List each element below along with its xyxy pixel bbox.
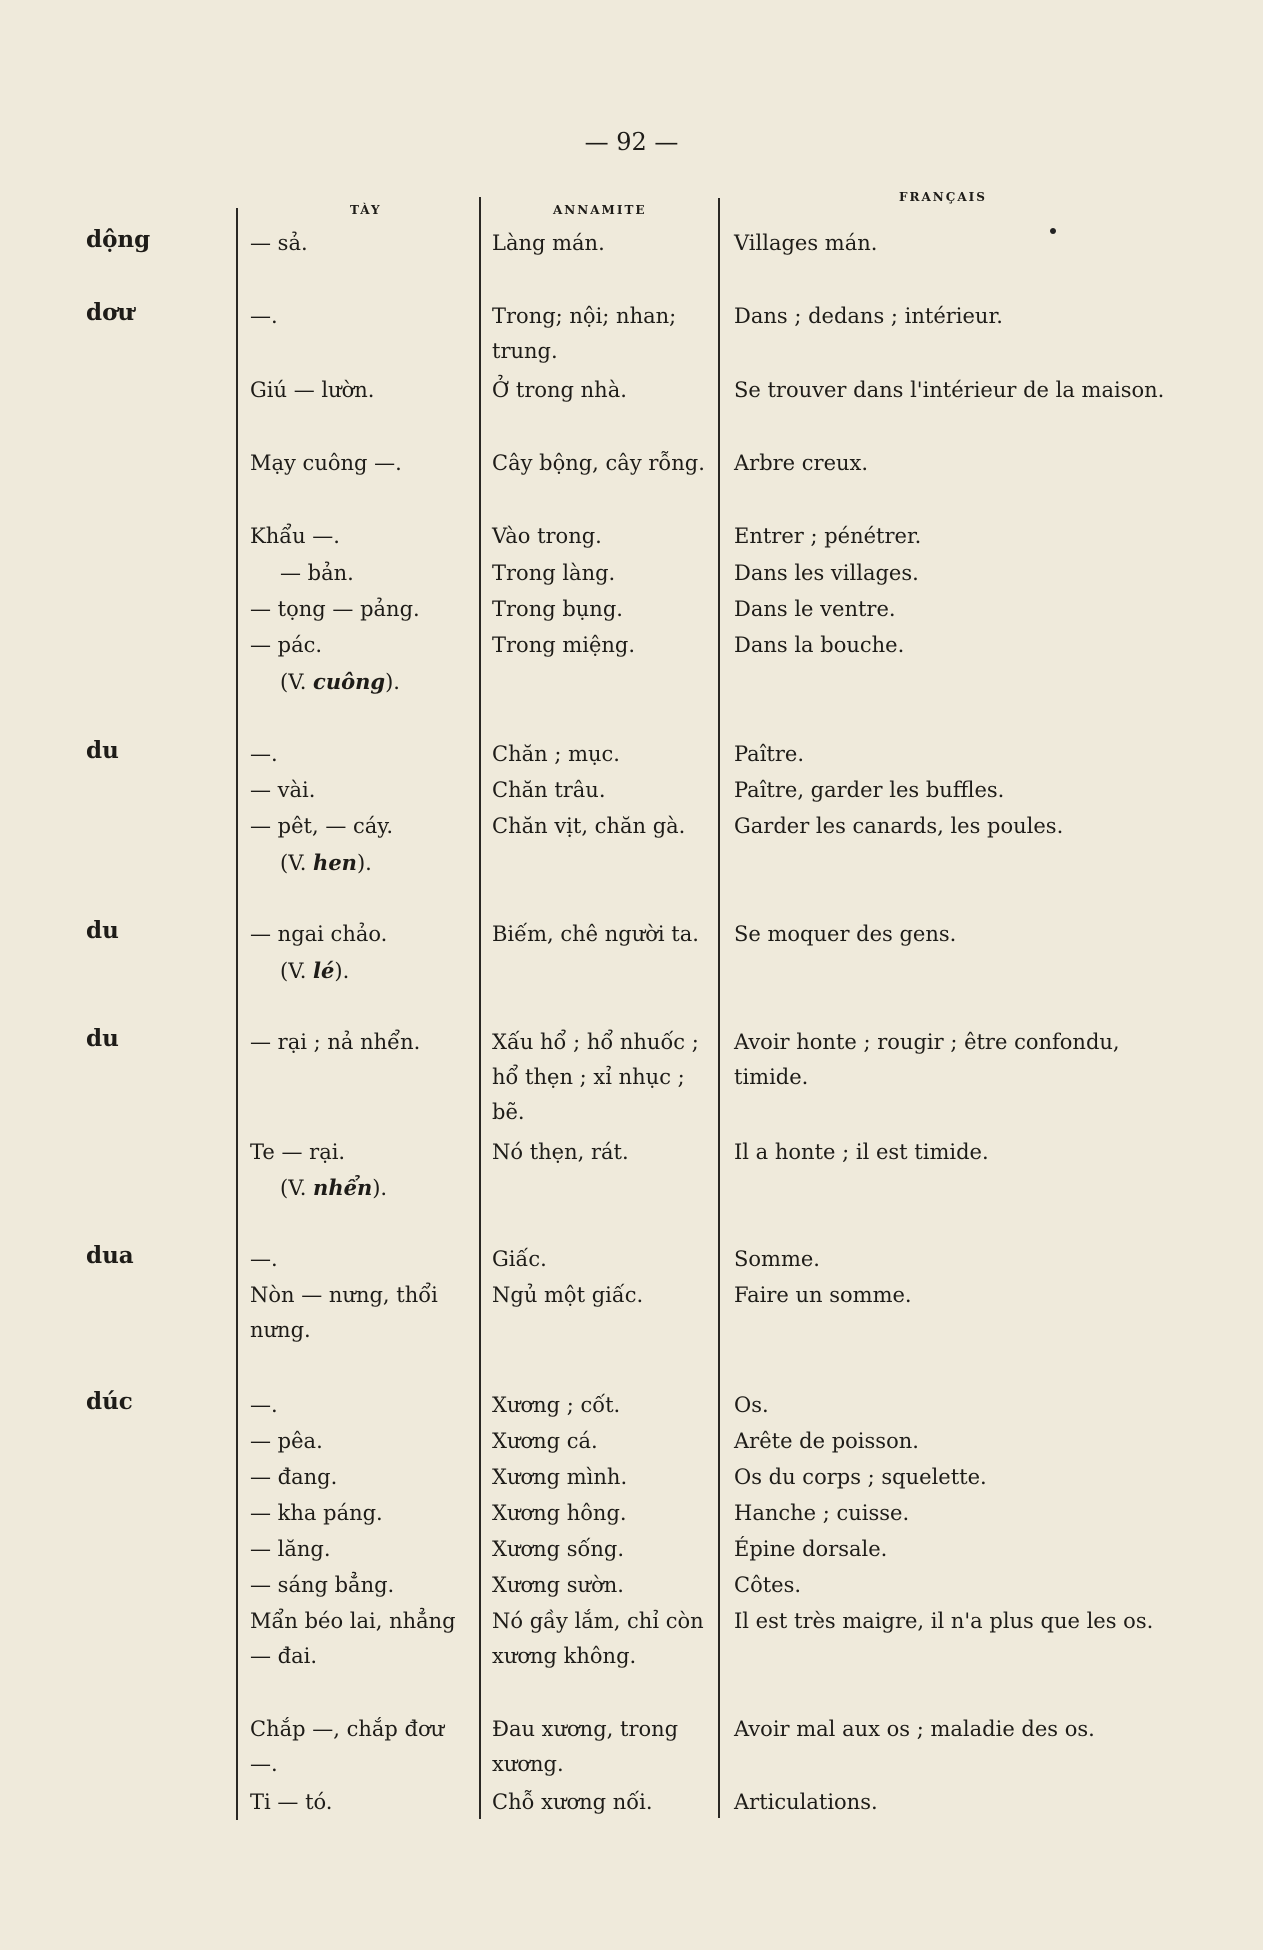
headword: dúc (86, 1388, 133, 1415)
francais-text: Villages mán. (734, 231, 878, 255)
francais-text: Hanche ; cuisse. (734, 1501, 910, 1525)
annamite-text: Xương cá. (492, 1429, 598, 1453)
tay-text: — vài. (250, 778, 316, 802)
see-also-word: hen (313, 850, 357, 875)
tay-text: — pêt, — cáy. (250, 814, 394, 838)
tay-text: — pác. (250, 633, 323, 657)
headword: du (86, 737, 119, 764)
annamite-text: Giấc. (492, 1247, 547, 1271)
annamite-text: Ngủ một giấc. (492, 1283, 644, 1307)
francais-text: Avoir honte ; rougir ; être confondu, timide. (734, 1030, 1120, 1089)
headword: du (86, 917, 119, 944)
tay-text: —. (250, 1393, 278, 1417)
headword: du (86, 1025, 119, 1052)
annamite-text: Xương sườn. (492, 1573, 624, 1597)
tay-text: Ti — tó. (250, 1790, 333, 1814)
tay-text: Mẩn béo lai, nhẳng — đai. (250, 1609, 456, 1668)
tay-text: — lăng. (250, 1537, 331, 1561)
tay-text: Nòn — nưng, thổi nưng. (250, 1283, 438, 1342)
tay-text: — tọng — pảng. (250, 597, 420, 621)
francais-text: Os. (734, 1393, 769, 1417)
tay-text: —. (250, 304, 278, 328)
francais-text: Dans le ventre. (734, 597, 896, 621)
see-also: (V. lé). (280, 958, 350, 983)
francais-text: Épine dorsale. (734, 1537, 888, 1561)
tay-text: — đang. (250, 1465, 338, 1489)
annamite-text: Đau xương, trong xương. (492, 1717, 679, 1776)
francais-text: Dans les villages. (734, 561, 919, 585)
francais-text: Paître. (734, 742, 805, 766)
tay-text: —. (250, 1247, 278, 1271)
tay-text: — bản. (280, 561, 354, 585)
francais-text: Somme. (734, 1247, 820, 1271)
annamite-text: Nó gầy lắm, chỉ còn xương không. (492, 1609, 704, 1668)
francais-text: Articulations. (734, 1790, 878, 1814)
francais-text: Faire un somme. (734, 1283, 912, 1307)
column-rule (718, 198, 720, 1818)
francais-text: Garder les canards, les poules. (734, 814, 1064, 838)
annamite-text: Biếm, chê người ta. (492, 922, 699, 946)
francais-text: Il est très maigre, il n'a plus que les os. (734, 1609, 1154, 1633)
annamite-text: Làng mán. (492, 231, 605, 255)
annamite-text: Trong làng. (492, 561, 616, 585)
see-also: (V. cuông). (280, 669, 400, 694)
see-also: (V. hen). (280, 850, 372, 875)
annamite-text: Chăn ; mục. (492, 742, 620, 766)
tay-text: Te — rại. (250, 1140, 346, 1164)
annamite-text: Trong bụng. (492, 597, 623, 621)
francais-text: Paître, garder les buffles. (734, 778, 1005, 802)
francais-text: Il a honte ; il est timide. (734, 1140, 989, 1164)
francais-text: Dans la bouche. (734, 633, 905, 657)
annamite-text: Vào trong. (492, 524, 602, 548)
annamite-text: Nó thẹn, rát. (492, 1140, 629, 1164)
annamite-text: Xương ; cốt. (492, 1393, 621, 1417)
francais-text: Arête de poisson. (734, 1429, 919, 1453)
see-also: (V. nhển). (280, 1175, 388, 1200)
francais-text: Os du corps ; squelette. (734, 1465, 987, 1489)
annamite-text: Cây bộng, cây rỗng. (492, 451, 705, 475)
tay-text: Chắp —, chắp đơư —. (250, 1717, 445, 1776)
see-also-word: cuông (313, 669, 386, 694)
tay-text: — ngai chảo. (250, 922, 388, 946)
column-header-annamite: ANNAMITE (553, 203, 647, 217)
headword: dộng (86, 226, 151, 253)
annamite-text: Xương mình. (492, 1465, 628, 1489)
annamite-text: Xương sống. (492, 1537, 625, 1561)
tay-text: Giú — lườn. (250, 378, 375, 402)
column-rule (236, 208, 238, 1820)
francais-text: Se trouver dans l'intérieur de la maison. (734, 378, 1165, 402)
annamite-text: Trong; nội; nhan; trung. (492, 304, 677, 363)
tay-text: — sáng bẳng. (250, 1573, 395, 1597)
column-header-tay: TÀY (350, 203, 382, 217)
see-also-word: lé (313, 958, 335, 983)
francais-text: Se moquer des gens. (734, 922, 957, 946)
francais-text: Dans ; dedans ; intérieur. (734, 304, 1003, 328)
column-rule (479, 197, 481, 1819)
tay-text: Khẩu —. (250, 524, 340, 548)
francais-text: Arbre creux. (734, 451, 869, 475)
annamite-text: Ở trong nhà. (492, 378, 627, 402)
see-also-word: nhển (313, 1175, 373, 1200)
page-number: — 92 — (584, 128, 679, 156)
annamite-text: Xương hông. (492, 1501, 627, 1525)
column-header-francais: FRANÇAIS (899, 190, 987, 204)
francais-text: Entrer ; pénétrer. (734, 524, 922, 548)
annamite-text: Xấu hổ ; hổ nhuốc ; hổ thẹn ; xỉ nhục ; bẽ. (492, 1030, 699, 1124)
annamite-text: Trong miệng. (492, 633, 636, 657)
annamite-text: Chỗ xương nối. (492, 1790, 653, 1814)
tay-text: — sả. (250, 231, 308, 255)
annamite-text: Chăn trâu. (492, 778, 606, 802)
headword: dua (86, 1242, 134, 1269)
annamite-text: Chăn vịt, chăn gà. (492, 814, 686, 838)
francais-text: Avoir mal aux os ; maladie des os. (734, 1717, 1095, 1741)
headword: dơư (86, 299, 135, 326)
tay-text: — kha páng. (250, 1501, 383, 1525)
francais-text: Côtes. (734, 1573, 802, 1597)
tay-text: —. (250, 742, 278, 766)
tay-text: Mạy cuông —. (250, 451, 402, 475)
tay-text: — rại ; nả nhển. (250, 1030, 421, 1054)
tay-text: — pêa. (250, 1429, 323, 1453)
